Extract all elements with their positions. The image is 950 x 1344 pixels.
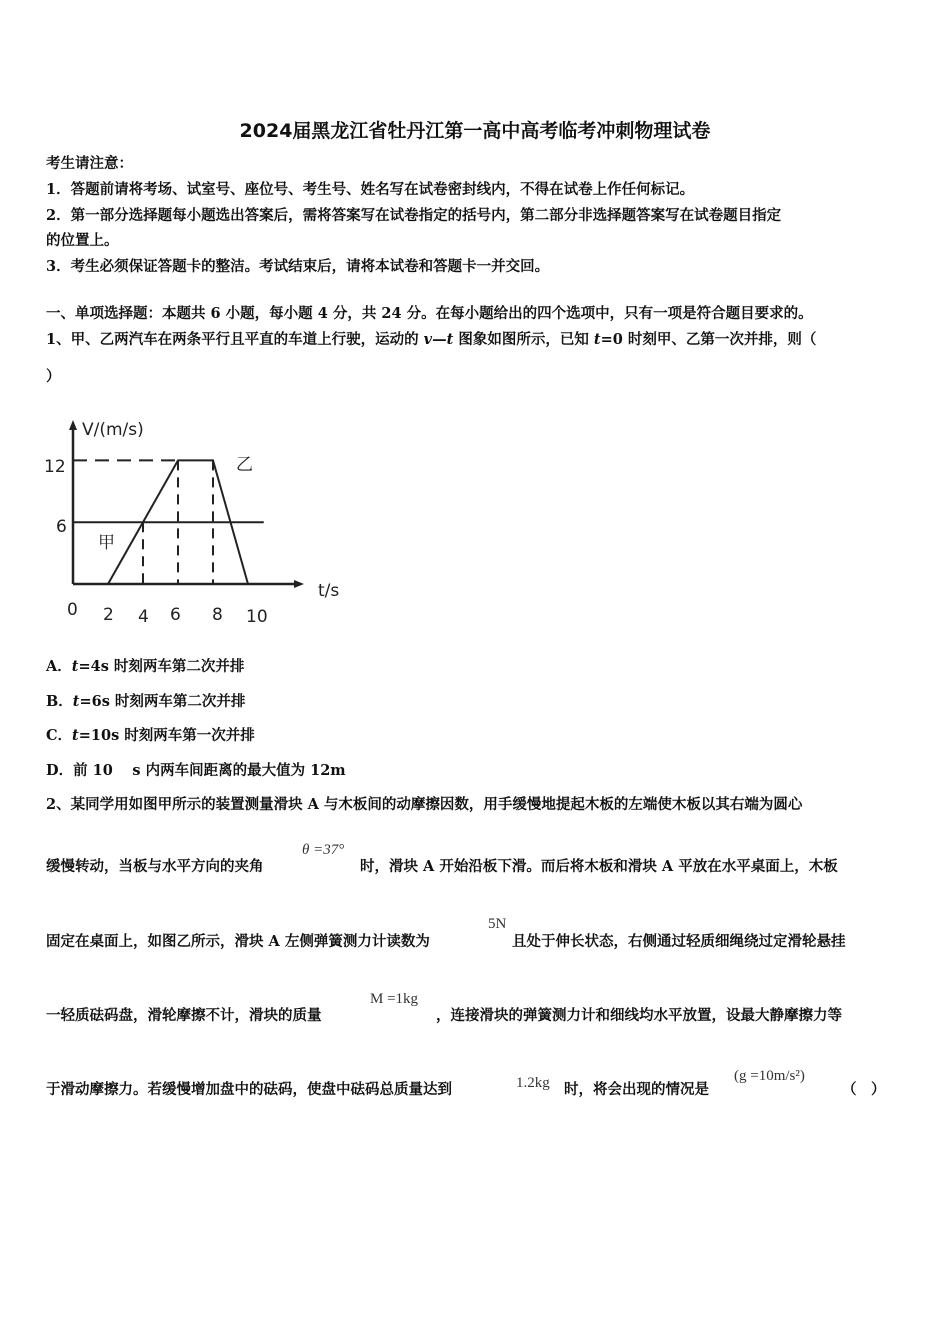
notice-heading: 考生请注意：: [46, 155, 133, 172]
question-2-line-3b: 且处于伸长状态，右侧通过轻质细绳绕过定滑轮悬挂: [512, 933, 846, 950]
x-tick-8: 8: [212, 605, 223, 625]
notice-item-1: 1．答题前请将考场、试室号、座位号、考生号、姓名写在试卷密封线内，不得在试卷上作任何标记。: [46, 181, 695, 198]
question-2-line-2b: 时，滑块 A 开始沿板下滑。而后将木板和滑块 A 平放在水平桌面上，木板: [360, 858, 838, 875]
question-2-line-4: 一轻质砝码盘，滑轮摩擦不计，滑块的质量: [46, 1007, 322, 1024]
vt-graph: [40, 410, 370, 635]
force-value: 5N: [488, 916, 507, 932]
x-tick-4: 4: [138, 607, 149, 627]
notice-item-2-cont: 的位置上。: [46, 232, 119, 249]
theta-value: θ =37°: [302, 842, 345, 858]
page-title: 2024届黑龙江省牡丹江第一高中高考临考冲刺物理试卷: [239, 120, 711, 142]
notice-item-2: 2．第一部分选择题每小题选出答案后，需将答案写在试卷指定的括号内，第二部分非选择题答案写在试卷题目指定: [46, 207, 782, 224]
y-tick-12: 12: [44, 457, 66, 477]
option-c: C．t=10s 时刻两车第一次并排: [46, 727, 255, 744]
question-2-line-5b: 时，将会出现的情况是: [564, 1081, 709, 1098]
label-yi: 乙: [236, 455, 253, 475]
notice-item-3: 3．考生必须保证答题卡的整洁。考试结束后，请将本试卷和答题卡一并交回。: [46, 258, 550, 275]
answer-paren: （ ）: [842, 1081, 886, 1098]
mass-value: M =1kg: [370, 991, 419, 1007]
question-2-line-3: 固定在桌面上，如图乙所示，滑块 A 左侧弹簧测力计读数为: [46, 933, 430, 950]
x-tick-2: 2: [103, 605, 114, 625]
x-tick-10: 10: [246, 607, 268, 627]
x-tick-0: 0: [67, 600, 78, 620]
question-2-line-4b: ，连接滑块的弹簧测力计和细线均水平放置，设最大静摩擦力等: [436, 1007, 842, 1024]
option-d: D．前 10 s 内两车间距离的最大值为 12m: [46, 762, 346, 779]
question-2-line-2: 缓慢转动，当板与水平方向的夹角: [46, 858, 264, 875]
section-heading: 一、单项选择题：本题共 6 小题，每小题 4 分，共 24 分。在每小题给出的四个选项中，只有一项是符合题目要求的。: [46, 305, 813, 322]
question-1-stem-close: ）: [46, 368, 61, 385]
question-2-line-5: 于滑动摩擦力。若缓慢增加盘中的砝码，使盘中砝码总质量达到: [46, 1081, 452, 1098]
x-axis-label: t/s: [318, 581, 340, 601]
question-2-line-1: 2、某同学用如图甲所示的装置测量滑块 A 与木板间的动摩擦因数，用手缓慢地提起木板的左端使木板以其右端为圆心: [46, 796, 803, 813]
y-tick-6: 6: [56, 517, 67, 537]
label-jia: 甲: [98, 533, 115, 553]
option-b: B．t=6s 时刻两车第二次并排: [46, 693, 246, 710]
question-1-stem: 1、甲、乙两汽车在两条平行且平直的车道上行驶，运动的 v—t 图象如图所示，已知 t=0 时刻甲、乙第一次并排，则（: [46, 331, 817, 348]
pan-mass-value: 1.2kg: [516, 1075, 550, 1091]
graph-axes: [69, 420, 304, 588]
y-axis-label: V/(m/s): [82, 420, 144, 440]
option-a: A．t=4s 时刻两车第二次并排: [46, 658, 245, 675]
gravity-value: (g =10m/s²): [734, 1068, 805, 1084]
x-tick-6: 6: [170, 605, 181, 625]
